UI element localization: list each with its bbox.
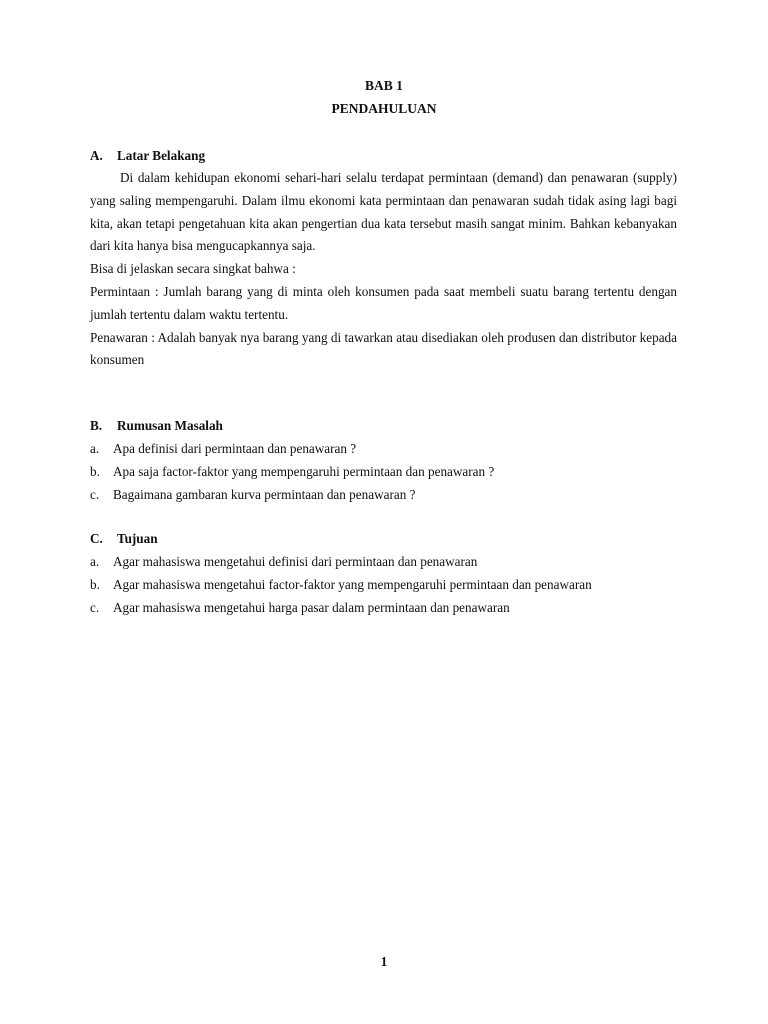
list-item-text: Agar mahasiswa mengetahui definisi dari permintaan dan penawaran <box>113 554 478 569</box>
list-item <box>90 460 677 483</box>
list-item-text: Bagaimana gambaran kurva permintaan dan penawaran ? <box>113 487 416 502</box>
section-heading <box>90 527 677 550</box>
paragraph: Permintaan : Jumlah barang yang di minta oleh konsumen pada saat membeli suatu barang tertentu dengan jumlah tertentu dalam waktu tertentu. <box>90 283 677 322</box>
list-item-text: Agar mahasiswa mengetahui factor-faktor yang mempengaruhi permintaan dan penawaran <box>113 577 592 592</box>
page-title: PENDAHULUAN <box>331 101 437 116</box>
list-marker: c. <box>90 487 100 502</box>
paragraph: Penawaran : Adalah banyak nya barang yang di tawarkan atau disediakan oleh produsen dan distributor kepada konsumen <box>90 329 677 368</box>
paragraph: Di dalam kehidupan ekonomi sehari-hari selalu terdapat permintaan (demand) dan penawaran (supply) yang saling mempengaruhi. Dalam ilmu ekonomi kata permintaan dan penawaran sudah tidak asing lagi bagi kita, akan tetapi pengetahuan kita akan pengertian dua kata tersebut masih sangat minim. Bahkan kebanyakan dari kita hanya bisa mengucapkannya saja. <box>90 170 677 254</box>
section-heading <box>90 144 677 167</box>
section-latar-belakang <box>90 144 677 372</box>
chapter-label: BAB 1 <box>365 78 403 93</box>
objective-list <box>90 550 677 619</box>
section-letter: B. <box>90 418 103 433</box>
section-letter: A. <box>90 148 103 163</box>
list-item <box>90 483 677 506</box>
section-title: Rumusan Masalah <box>117 418 223 433</box>
list-marker: a. <box>90 554 100 569</box>
list-item <box>90 596 677 619</box>
list-item <box>90 573 677 596</box>
list-marker: b. <box>90 577 100 592</box>
list-marker: a. <box>90 441 100 456</box>
list-marker: c. <box>90 600 100 615</box>
list-item-text: Agar mahasiswa mengetahui harga pasar dalam permintaan dan penawaran <box>113 600 510 615</box>
page-number: 1 <box>380 954 388 969</box>
list-marker: b. <box>90 464 100 479</box>
list-item <box>90 437 677 460</box>
section-heading <box>90 414 677 437</box>
section-tujuan <box>90 527 677 619</box>
list-item-text: Apa saja factor-faktor yang mempengaruhi permintaan dan penawaran ? <box>113 464 495 479</box>
list-item-text: Apa definisi dari permintaan dan penawaran ? <box>113 441 357 456</box>
section-title: Latar Belakang <box>117 148 206 163</box>
section-title: Tujuan <box>117 531 158 546</box>
problem-list <box>90 437 677 506</box>
list-item <box>90 550 677 573</box>
section-letter: C. <box>90 531 103 546</box>
section-rumusan-masalah <box>90 414 677 506</box>
paragraph: Bisa di jelaskan secara singkat bahwa : <box>90 261 296 277</box>
